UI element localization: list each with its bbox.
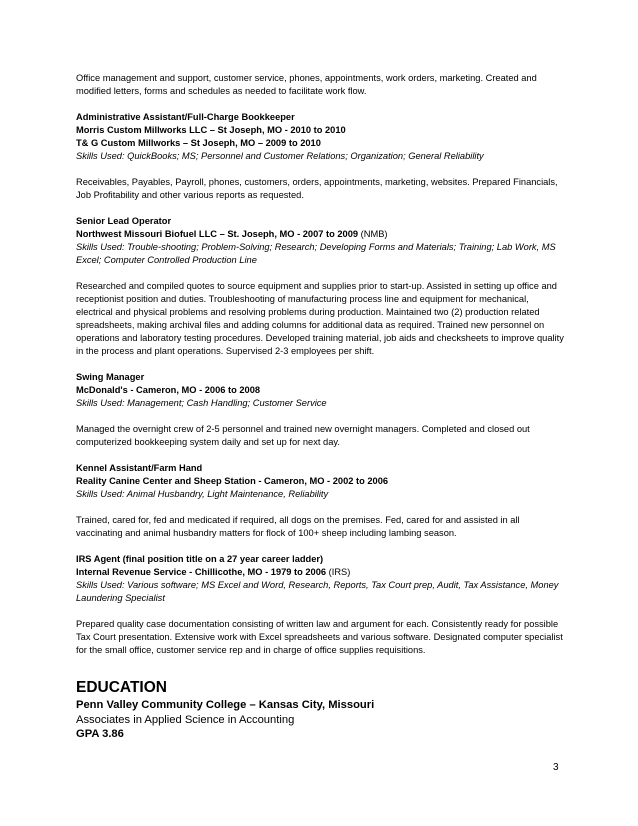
job-entry [76, 111, 566, 202]
job-description: Trained, cared for, fed and medicated if required, all dogs on the premises. Fed, cared for and assisted in all vaccinating and animal husbandry matters for flock of 100+ sheep including lambing season. [76, 515, 520, 538]
job-title: Administrative Assistant/Full-Charge Bookkeeper [76, 112, 295, 122]
education-section [76, 679, 566, 742]
job-description: Researched and compiled quotes to source equipment and supplies prior to start-up. Assisted in setting up office and receptionist position and duties. Troubleshooting of manufacturing process line and equipment for mechanical, electrical and physical problems and resolving problems during production. Maintained two (2) production related spreadsheets, making archival files and adding columns for additional data as required. Trained new personnel on operations and laboratory testing procedures. Developed training material, job aids and checksheets to improve quality in the process and plant operations. Supervised 2-3 employees per shift. [76, 281, 564, 356]
job-employer: Northwest Missouri Biofuel LLC – St. Joseph, MO - 2007 to 2009 (NMB) [76, 229, 388, 239]
job-skills: Skills Used: Trouble-shooting; Problem-Solving; Research; Developing Forms and Materials; Training; Lab Work, MS Excel; Computer Controlled Production Line [76, 242, 556, 265]
job-skills: Skills Used: QuickBooks; MS; Personnel and Customer Relations; Organization; General Reliability [76, 151, 484, 161]
job-employer: McDonald's - Cameron, MO - 2006 to 2008 [76, 385, 261, 395]
resume-content [76, 72, 566, 742]
job-title: IRS Agent (final position title on a 27 year career ladder) [76, 554, 324, 564]
job-title: Kennel Assistant/Farm Hand [76, 463, 203, 473]
job-entry [76, 462, 566, 540]
job-skills: Skills Used: Various software; MS Excel and Word, Research, Reports, Tax Court prep, Audit, Tax Assistance, Money Laundering Specialist [76, 580, 559, 603]
education-gpa: GPA 3.86 [76, 728, 124, 740]
employer-abbrev: (NMB) [358, 229, 388, 239]
education-degree: Associates in Applied Science in Accounting [76, 713, 295, 726]
education-school: Penn Valley Community College – Kansas City, Missouri [76, 699, 375, 711]
job-employer: Morris Custom Millworks LLC – St Joseph, MO - 2010 to 2010 [76, 125, 346, 135]
employer-abbrev: (IRS) [326, 567, 351, 577]
job-skills: Skills Used: Management; Cash Handling; Customer Service [76, 398, 327, 408]
job-title: Senior Lead Operator [76, 216, 172, 226]
job-entry [76, 371, 566, 449]
job-skills: Skills Used: Animal Husbandry, Light Maintenance, Reliability [76, 489, 329, 499]
job-title: Swing Manager [76, 372, 145, 382]
job-employer: Internal Revenue Service - Chillicothe, MO - 1979 to 2006 (IRS) [76, 567, 351, 577]
page-number: 3 [553, 762, 559, 773]
job-description: Prepared quality case documentation consisting of written law and argument for each. Consistently ready for possible Tax Court presentation. Extensive work with Excel spreadsheets and various software. Designated computer specialist for the small office, customer service rep and in charge of office supplies requisitions. [76, 619, 563, 655]
job-description: Managed the overnight crew of 2-5 personnel and trained new overnight managers. Completed and closed out computerized bookkeeping system daily and set up for next day. [76, 424, 530, 447]
intro-paragraph: Office management and support, customer service, phones, appointments, work orders, marketing. Created and modified letters, forms and schedules as needed to facilitate work flow. [76, 73, 537, 96]
job-entry [76, 215, 566, 358]
education-heading: EDUCATION [76, 679, 167, 696]
job-entry [76, 553, 566, 657]
job-description: Receivables, Payables, Payroll, phones, customers, orders, appointments, marketing, websites. Prepared Financials, Job Profitability and other various reports as requested. [76, 177, 558, 200]
job-employer: T& G Custom Millworks – St Joseph, MO – 2009 to 2010 [76, 138, 321, 148]
job-employer: Reality Canine Center and Sheep Station - Cameron, MO - 2002 to 2006 [76, 476, 389, 486]
